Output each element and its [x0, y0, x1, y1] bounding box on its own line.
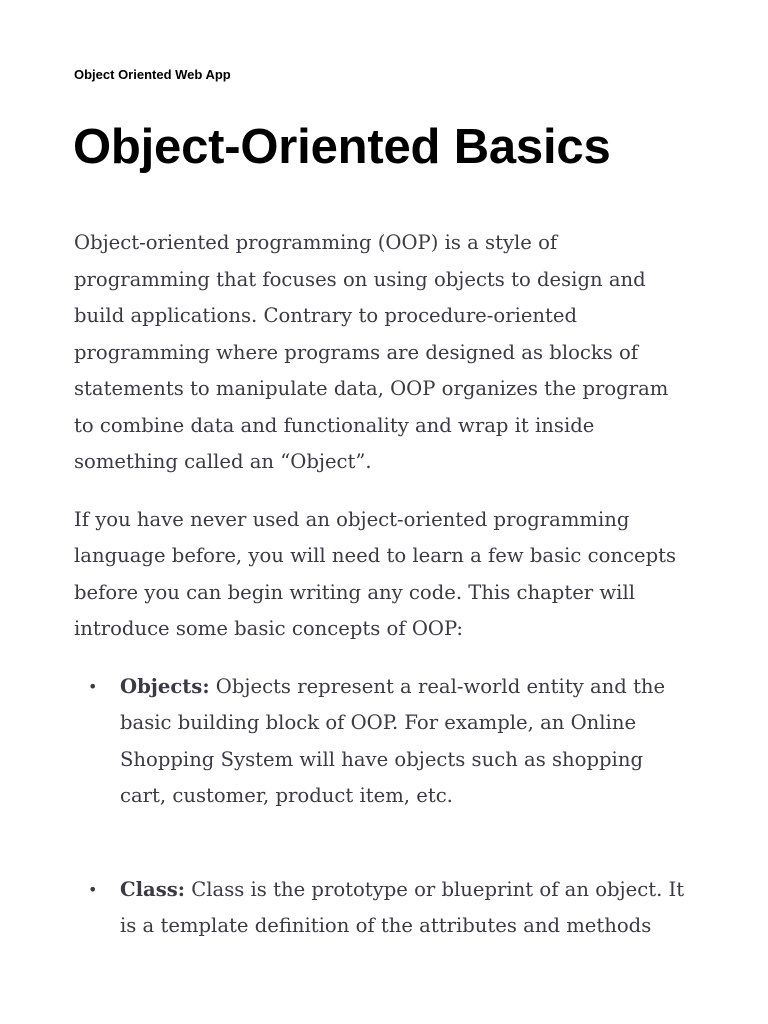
- bullet-icon: •: [88, 676, 98, 696]
- page-title: Object-Oriented Basics: [73, 120, 611, 174]
- intro-paragraph: Object-oriented programming (OOP) is a style of programming that focuses on using objects to design and build applications. Contrary to procedure-oriented programming where programs are designed as blocks of statements to manipulate data, OOP organizes the program to combine data and functionality and wrap it inside something called an “Object”.: [74, 231, 669, 473]
- article-body: [74, 225, 694, 945]
- term-objects: Objects:: [120, 674, 210, 698]
- concept-list: [74, 669, 694, 945]
- definition-objects: Objects represent a real-world entity and the basic building block of OOP. For example, an Online Shopping System will have objects such as shopping cart, customer, product item, etc.: [120, 674, 666, 807]
- list-item-objects: [74, 669, 694, 815]
- concepts-intro-paragraph: If you have never used an object-oriented programming language before, you will need to learn a few basic concepts before you can begin writing any code. This chapter will introduce some basic concepts of OOP:: [74, 507, 677, 640]
- definition-class: Class is the prototype or blueprint of an object. It is a template definition of the attributes and methods: [120, 877, 685, 937]
- bullet-icon: •: [88, 879, 98, 899]
- running-header: Object Oriented Web App: [74, 67, 231, 82]
- list-item-class: [74, 872, 694, 945]
- term-class: Class:: [120, 877, 186, 901]
